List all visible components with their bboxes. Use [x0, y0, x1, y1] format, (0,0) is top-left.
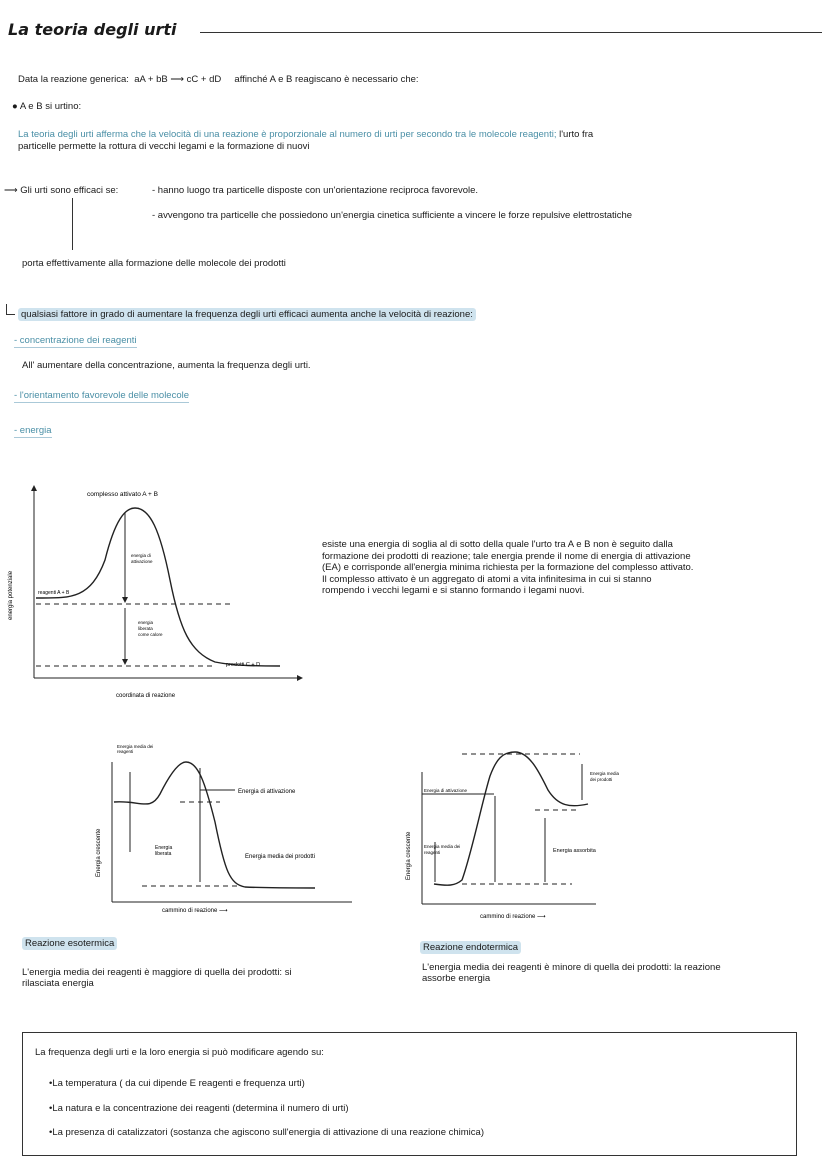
effective-c2: - avvengono tra particelle che possiedono un'energia cinetica sufficiente a vincere le forze repulsive elettrostatiche [152, 210, 633, 221]
factor-line: qualsiasi fattore in grado di aumentare la frequenza degli urti efficaci aumenta anche la velocità di reazione: [18, 309, 476, 321]
exo-label: Reazione esotermica [22, 938, 117, 950]
effective-c1: - hanno luogo tra particelle disposte con un'orientazione reciproca favorevole. [152, 185, 479, 196]
reagenti-label: reagenti A + B [38, 590, 70, 596]
factor-energy: - energia [14, 425, 52, 436]
ea-label-2: attivazione [131, 559, 153, 564]
page-title: La teoria degli urti [8, 20, 177, 39]
factor-concentration: - concentrazione dei reagenti [14, 335, 137, 346]
summary-item-3: •La presenza di catalizzatori (sostanza che agiscono sull'energia di attivazione di una reazione chimica) [49, 1127, 484, 1138]
energy-curve [36, 508, 280, 666]
summary-item-2: •La natura e la concentrazione dei reagenti (determina il numero di urti) [49, 1103, 349, 1114]
lib-label-3: come calore [138, 632, 163, 637]
exothermic-diagram [80, 742, 380, 922]
potential-energy-diagram [0, 480, 310, 705]
ylabel: energia potenziale [8, 570, 14, 620]
theory-c: l'urto fra [559, 129, 594, 140]
svg-text:Energia media dei prodotti: Energia media dei prodotti [245, 854, 316, 860]
connector-line [72, 198, 73, 250]
complex-label: complesso attivato A + B [87, 491, 158, 498]
svg-text:Energia di attivazione: Energia di attivazione [424, 788, 468, 793]
svg-text:Energia assorbita: Energia assorbita [553, 848, 596, 854]
svg-text:Energia media dei: Energia media dei [424, 844, 461, 849]
svg-text:Energia crescente: Energia crescente [96, 828, 102, 877]
summary-lead: La frequenza degli urti e la loro energia si può modificare agendo su: [35, 1047, 324, 1058]
factor-concentration-desc: All' aumentare della concentrazione, aumenta la frequenza degli urti. [22, 360, 311, 371]
svg-text:liberata: liberata [155, 851, 172, 857]
bullet-collision: ● A e B si urtino: [12, 101, 82, 112]
intro-equation: aA + bB ⟶ cC + dD [134, 74, 222, 85]
intro-line [18, 74, 419, 86]
corner-arrow [6, 304, 15, 315]
factor-orientation: - l'orientamento favorevole delle molecole [14, 390, 190, 401]
svg-text:reagenti: reagenti [424, 850, 441, 855]
svg-text:dei prodotti: dei prodotti [590, 777, 613, 782]
summary-box [22, 1032, 797, 1156]
effective-result: porta effettivamente alla formazione delle molecole dei prodotti [22, 258, 286, 269]
endothermic-diagram [400, 742, 628, 922]
svg-text:cammino di reazione ⟶: cammino di reazione ⟶ [480, 914, 546, 920]
svg-text:Energia di attivazione: Energia di attivazione [238, 789, 296, 795]
intro-prefix: Data la reazione generica: [18, 74, 129, 85]
title-rule [200, 32, 822, 33]
svg-text:Energia: Energia [155, 845, 173, 851]
exo-desc: L'energia media dei reagenti è maggiore di quella dei prodotti: si rilasciata energia [22, 967, 292, 989]
endo-desc: L'energia media dei reagenti è minore di quella dei prodotti: la reazione assorbe energia [422, 962, 721, 984]
intro-suffix: affinché A e B reagiscano è necessario che: [234, 74, 419, 85]
xlabel: coordinata di reazione [116, 693, 176, 699]
threshold-paragraph: esiste una energia di soglia al di sotto della quale l'urto tra A e B non è seguito dalla formazione dei prodotti di reazione; tale energia prende il nome di energia di attivazione (EA) e corrisponde all'energia minima richiesta per la formazione del complesso attivato. Il complesso attivato è un aggregato di atomi a vita infinitesima in cui si stanno rompendo i vecchi legami e si stanno formando i legami nuovi. [322, 539, 694, 597]
svg-text:reagenti: reagenti [117, 749, 134, 754]
theory-paragraph [18, 129, 798, 153]
ea-label-1: energia di [131, 553, 151, 558]
theory-a: La teoria degli urti afferma che [18, 129, 147, 140]
endo-label: Reazione endotermica [420, 942, 521, 954]
summary-item-1: •La temperatura ( da cui dipende E reagenti e frequenza urti) [49, 1078, 305, 1089]
lib-label-1: energia [138, 620, 154, 625]
svg-text:cammino di reazione ⟶: cammino di reazione ⟶ [162, 908, 228, 914]
effective-lead: ⟶ Gli urti sono efficaci se: [4, 185, 119, 196]
lib-label-2: liberata [138, 626, 153, 631]
prodotti-label: prodotti C + D [226, 662, 261, 668]
theory-b: la velocità di una reazione è proporzionale al numero di urti per secondo tra le molecole reagenti; [148, 129, 557, 140]
theory-d: particelle permette la rottura di vecchi legami e la formazione di nuovi [18, 141, 310, 152]
svg-text:Energia crescente: Energia crescente [406, 831, 412, 880]
svg-text:Energia media: Energia media [590, 771, 620, 776]
svg-text:Energia media dei: Energia media dei [117, 744, 154, 749]
